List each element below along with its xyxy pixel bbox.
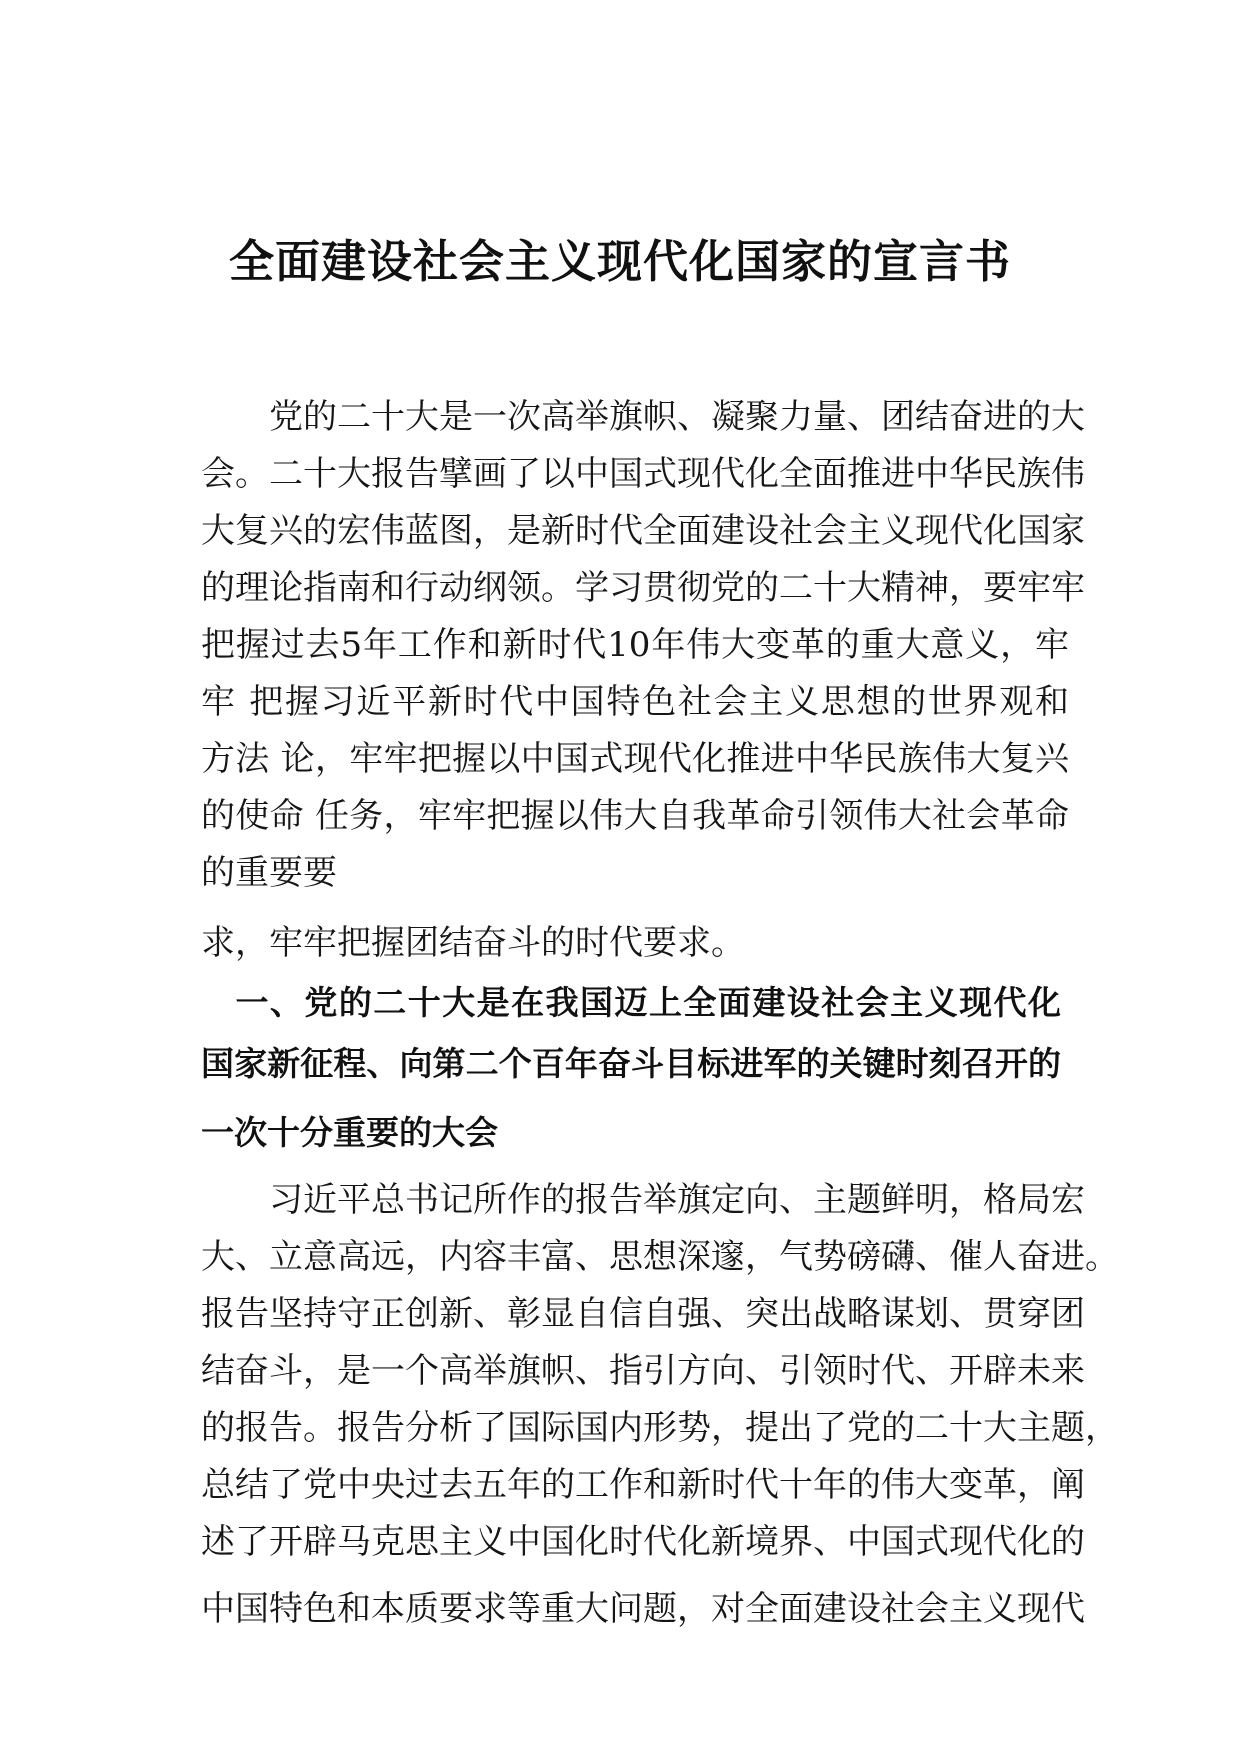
paragraph-line: 述了开辟马克思主义中国化时代化新境界、中国式现代化的 — [201, 1522, 1085, 1562]
paragraph-line: 总结了党中央过去五年的工作和新时代十年的伟大变革，阐 — [201, 1465, 1085, 1505]
paragraph-line: 大复兴的宏伟蓝图，是新时代全面建设社会主义现代化国家 — [201, 511, 1085, 551]
section-heading-line: 国家新征程、向第二个百年奋斗目标进军的关键时刻召开的 — [201, 1044, 1061, 1083]
paragraph-line: 中国特色和本质要求等重大问题，对全面建设社会主义现代 — [201, 1589, 1085, 1629]
section-heading-line: 一次十分重要的大会 — [201, 1113, 498, 1152]
paragraph-line: 求，牢牢把握团结奋斗的时代要求。 — [201, 923, 745, 963]
paragraph-line: 会。二十大报告擘画了以中国式现代化全面推进中华民族伟 — [201, 454, 1085, 494]
paragraph-line: 报告坚持守正创新、彰显自信自强、突出战略谋划、贯穿团 — [201, 1294, 1085, 1334]
paragraph-line: 的使命 任务，牢牢把握以伟大自我革命引领伟大社会革命 — [201, 796, 1069, 836]
paragraph-line: 的报告。报告分析了国际国内形势，提出了党的二十大主题， — [201, 1408, 1119, 1448]
paragraph-line: 把握过去5年工作和新时代10年伟大变革的重大意义，牢 — [201, 625, 1069, 665]
paragraph-line: 的重要要 — [201, 853, 337, 893]
paragraph-line: 党的二十大是一次高举旗帜、凝聚力量、团结奋进的大 — [201, 397, 1085, 437]
paragraph-line: 结奋斗，是一个高举旗帜、指引方向、引领时代、开辟未来 — [201, 1351, 1085, 1391]
section-heading-line: 一、党的二十大是在我国迈上全面建设社会主义现代化 — [201, 983, 1061, 1022]
paragraph-line: 的理论指南和行动纲领。学习贯彻党的二十大精神，要牢牢 — [201, 568, 1085, 608]
paragraph-line: 习近平总书记所作的报告举旗定向、主题鲜明，格局宏 — [201, 1180, 1085, 1220]
document-title: 全面建设社会主义现代化国家的宣言书 — [228, 235, 1011, 288]
paragraph-line: 方法 论，牢牢把握以中国式现代化推进中华民族伟大复兴 — [201, 739, 1069, 779]
paragraph-line: 大、立意高远，内容丰富、思想深邃，气势磅礴、催人奋进。 — [201, 1237, 1119, 1277]
paragraph-line: 牢 把握习近平新时代中国特色社会主义思想的世界观和 — [201, 682, 1069, 722]
